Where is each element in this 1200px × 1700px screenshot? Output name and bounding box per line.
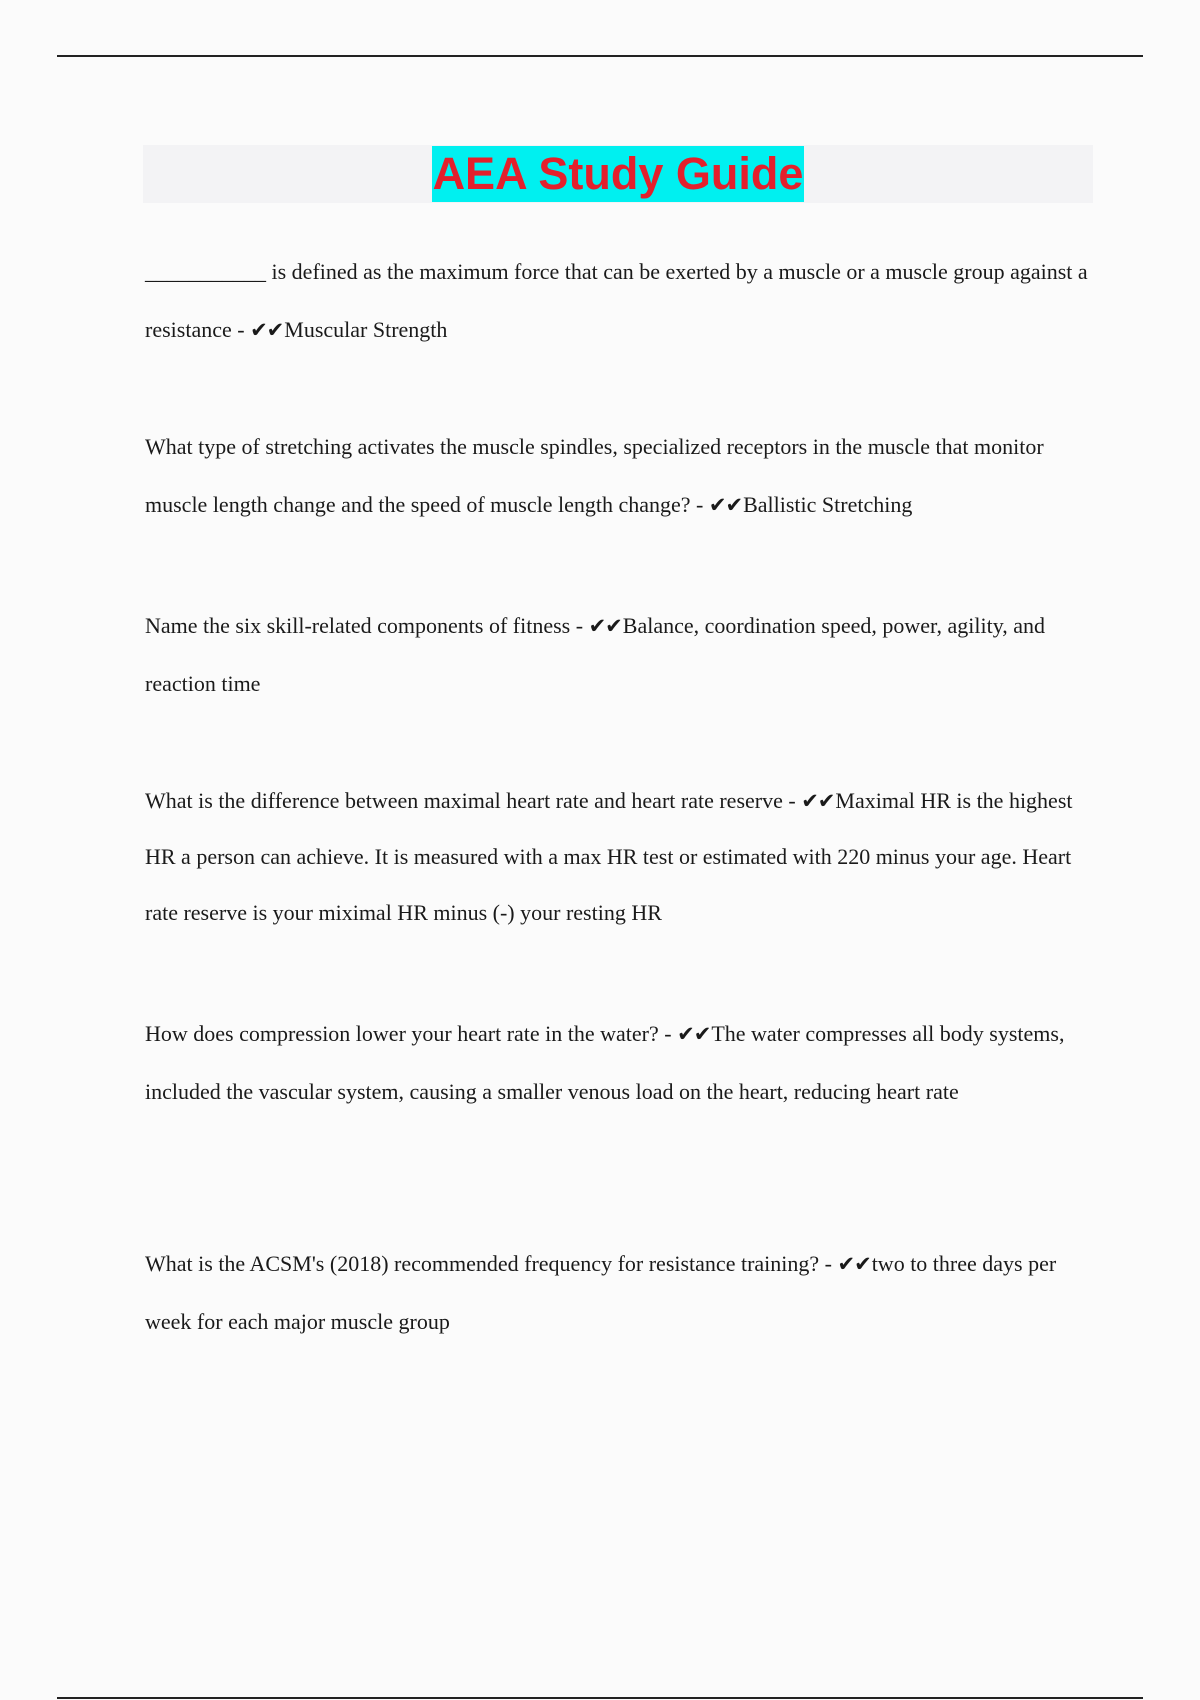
double-check-icon: ✔✔ <box>588 614 622 638</box>
question-text: What is the difference between maximal heart rate and heart rate reserve <box>145 788 783 813</box>
qa-entry <box>145 1005 1100 1120</box>
answer-text: The water compresses all body systems, included the vascular system, causing a smaller venous load on the heart, reducing heart rate <box>145 1021 1065 1104</box>
answer-text: Maximal HR is the highest HR a person can achieve. It is measured with a max HR test or estimated with 220 minus your age. Heart rate reserve is your miximal HR minus (-) your resting HR <box>145 788 1073 925</box>
separator: - <box>690 492 709 517</box>
separator: - <box>231 317 251 342</box>
separator: - <box>782 788 802 813</box>
answer-text: two to three days per week for each major muscle group <box>145 1251 1057 1334</box>
question-text: What is the ACSM's (2018) recommended frequency for resistance training? <box>145 1251 820 1276</box>
answer-text: Muscular Strength <box>284 317 448 342</box>
double-check-icon: ✔✔ <box>801 789 835 813</box>
answer-text: Balance, coordination speed, power, agility, and reaction time <box>145 613 1046 696</box>
question-text: How does compression lower your heart rate in the water? <box>145 1021 659 1046</box>
qa-entry <box>145 597 1100 713</box>
qa-entry <box>145 243 1100 359</box>
qa-entry <box>145 773 1100 941</box>
title-band <box>143 145 1093 203</box>
separator: - <box>658 1021 678 1046</box>
separator: - <box>570 613 589 638</box>
question-text: What type of stretching activates the muscle spindles, specialized receptors in the muscle that monitor muscle length change and the speed of muscle length change? <box>145 434 1044 517</box>
double-check-icon: ✔✔ <box>837 1252 871 1276</box>
qa-entry <box>145 418 1100 534</box>
double-check-icon: ✔✔ <box>708 493 743 517</box>
separator: - <box>819 1251 838 1276</box>
qa-entry <box>145 1235 1100 1351</box>
question-text: Name the six skill-related components of fitness <box>145 613 571 638</box>
double-check-icon: ✔✔ <box>677 1022 711 1046</box>
double-check-icon: ✔✔ <box>250 318 284 342</box>
answer-text: Ballistic Stretching <box>743 492 913 517</box>
header-rule <box>57 55 1143 57</box>
document-title: AEA Study Guide <box>432 146 805 202</box>
footer-rule <box>57 1697 1143 1699</box>
question-text: ___________ is defined as the maximum force that can be exerted by a muscle or a muscle group against a resistance <box>145 259 1088 342</box>
